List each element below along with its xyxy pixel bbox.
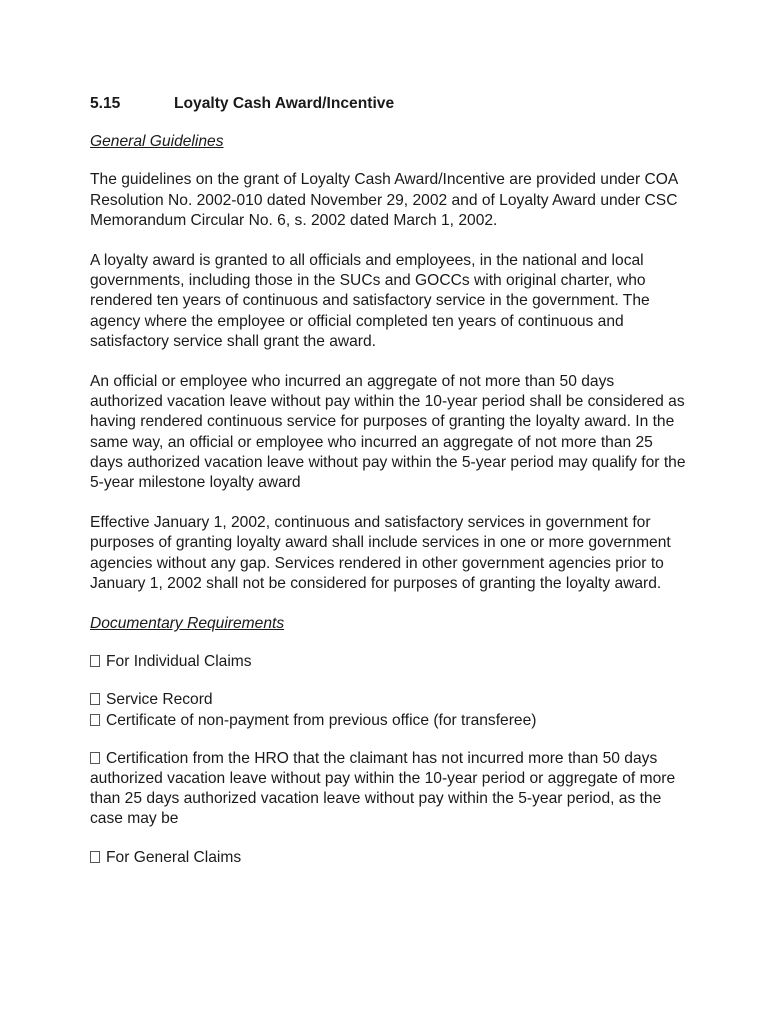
list-item	[90, 652, 690, 672]
list-item-text: For General Claims	[106, 848, 242, 866]
checkbox-glyph-icon	[90, 693, 100, 705]
list-item-text: Service Record	[106, 691, 213, 709]
list-item	[90, 848, 690, 868]
general-guidelines-heading: General Guidelines	[90, 133, 224, 151]
list-item	[90, 749, 690, 830]
section-title: Loyalty Cash Award/Incentive	[174, 95, 395, 112]
paragraph-continuous-service: An official or employee who incurred an aggregate of not more than 50 days authorized vacation leave without pay within the 10-year period shall be considered as having rendered continuous service for purposes of granting the loyalty award. In the same way, an official or employee who incurred an aggregate of not more than 25 days authorized vacation leave without pay within the 5-year period may qualify for the 5-year milestone loyalty award	[90, 373, 686, 492]
list-item-text: For Individual Claims	[106, 653, 252, 671]
paragraph-coa-resolution: The guidelines on the grant of Loyalty Cash Award/Incentive are provided under COA Resolution No. 2002-010 dated November 29, 2002 and of Loyalty Award under CSC Memorandum Circular No. 6, s. 2002 dated March 1, 2002.	[90, 171, 678, 229]
checkbox-glyph-icon	[90, 655, 100, 667]
documentary-requirements-heading: Documentary Requirements	[90, 615, 285, 633]
paragraph-effective-date: Effective January 1, 2002, continuous and satisfactory services in government for purposes of granting loyalty award shall include services in one or more government agencies without any gap. Services rendered in other government agencies prior to January 1, 2002 shall not be considered for purposes of granting the loyalty award.	[90, 514, 671, 592]
paragraph-loyalty-award-grant: A loyalty award is granted to all officials and employees, in the national and local governments, including those in the SUCs and GOCCs with original charter, who rendered ten years of continuous and satisfactory service in the government. The agency where the employee or official completed ten years of continuous and satisfactory service shall grant the award.	[90, 252, 650, 350]
checkbox-glyph-icon	[90, 851, 100, 863]
checkbox-glyph-icon	[90, 752, 100, 764]
list-item-text: Certification from the HRO that the claimant has not incurred more than 50 days authorized vacation leave without pay within the 10-year period or aggregate of more than 25 days authorized vacation leave without pay within the 5-year period, as the case may be	[90, 749, 676, 828]
checkbox-glyph-icon	[90, 714, 100, 726]
document-page	[90, 94, 690, 868]
list-item	[90, 690, 690, 710]
list-item	[90, 711, 690, 731]
section-heading	[90, 94, 690, 114]
list-item-text: Certificate of non-payment from previous office (for transferee)	[106, 711, 537, 729]
section-number: 5.15	[90, 95, 121, 112]
